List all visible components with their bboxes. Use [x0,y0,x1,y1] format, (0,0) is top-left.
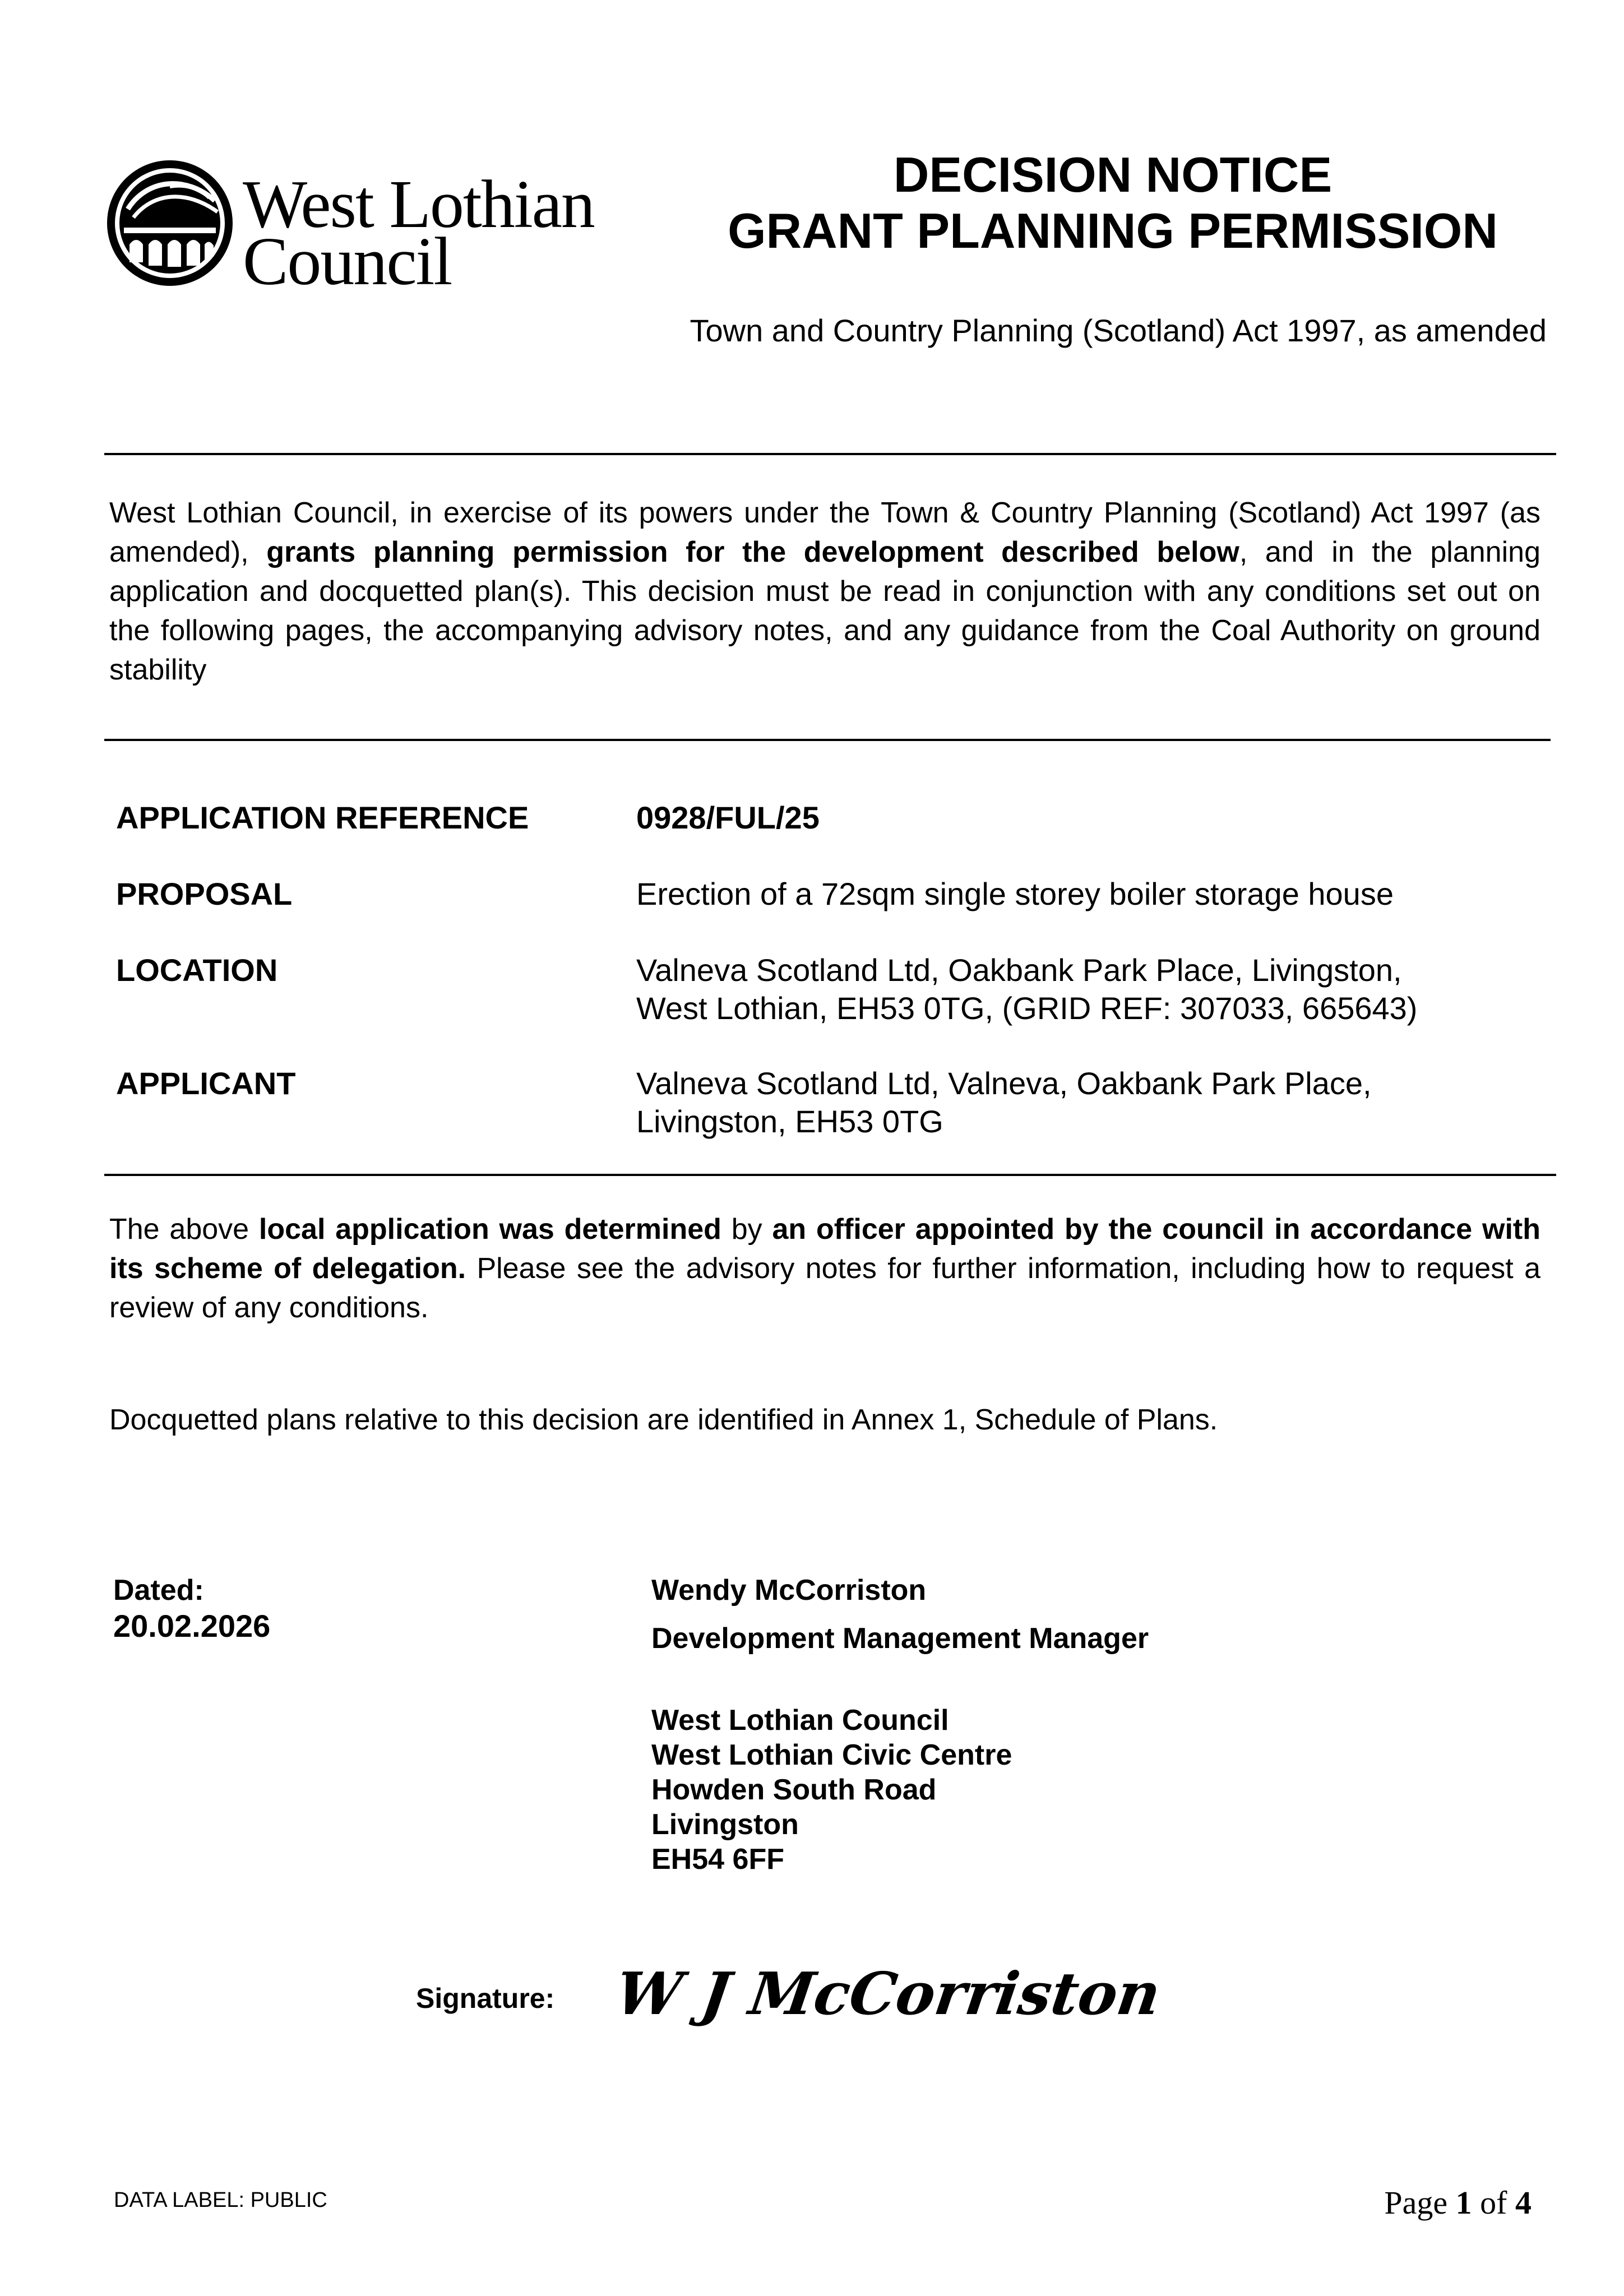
viaduct-emblem-icon [103,156,237,290]
page-of: of [1480,2184,1507,2221]
intro-paragraph [109,493,1540,689]
intro-text-1: West Lothian Council, in exercise of its powers under the Town & Country Planning (Scotland) Act 1997 (as amended), [109,497,1540,568]
decision-date: 20.02.2026 [113,1608,271,1644]
address-line-3: Howden South Road [651,1774,937,1806]
determination-paragraph [109,1210,1540,1327]
proposal-label: PROPOSAL [116,876,293,911]
applicant-label: APPLICANT [116,1066,296,1101]
applicant-line-1: Valneva Scotland Ltd, Valneva, Oakbank Park Place, [636,1066,1372,1101]
page-total: 4 [1515,2184,1532,2221]
docquetted-note: Docquetted plans relative to this decision are identified in Annex 1, Schedule of Plans. [109,1404,1218,1436]
logo-text-line1: West Lothian [243,166,594,242]
page-indicator [1384,2183,1532,2223]
applicant-line-2: Livingston, EH53 0TG [636,1104,943,1139]
act-reference: Town and Country Planning (Scotland) Act 1997, as amended [690,313,1547,348]
proposal-value: Erection of a 72sqm single storey boiler storage house [636,876,1394,911]
council-logo [103,156,607,302]
location-line-1: Valneva Scotland Ltd, Oakbank Park Place, Livingston, [636,952,1402,988]
intro-text-2: , and in the planning application and docquetted plan(s). This decision must be read in conjunction with any conditions set out on the following pages, the accompanying advisory notes, and any guidance from the Coal Authority on ground stability [109,536,1540,686]
handwritten-signature [611,1948,1165,2038]
data-label: DATA LABEL: PUBLIC [114,2188,327,2212]
determination-text-2: by [721,1213,772,1246]
signature-text: W J McCorriston [611,1959,1165,2028]
page-current: 1 [1455,2184,1472,2221]
officer-role: Development Management Manager [651,1622,1149,1655]
location-label: LOCATION [116,952,278,988]
signature-label: Signature: [416,1983,555,2014]
divider-details-bottom [104,1174,1556,1176]
determination-bold-1: local application was determined [258,1213,721,1246]
address-line-4: Livingston [651,1808,799,1841]
intro-bold-1: grants planning permission for the development described below [266,536,1239,568]
reference-label: APPLICATION REFERENCE [116,800,529,835]
determination-text-1: The above [109,1213,259,1246]
location-line-2: West Lothian, EH53 0TG, (GRID REF: 307033, 665643) [636,990,1418,1026]
divider-top [104,453,1556,455]
address-line-1: West Lothian Council [651,1704,949,1737]
divider-details-top [104,739,1551,741]
logo-text-line2: Council [243,224,452,299]
determination-bold-2: an officer appointed by the council in accordance with its scheme of delegation. [109,1213,1540,1285]
council-address [651,1703,1012,1877]
notice-title: DECISION NOTICE [893,147,1332,202]
page-word: Page [1384,2184,1448,2221]
address-line-5: EH54 6FF [651,1843,784,1876]
determination-text-3: Please see the advisory notes for further information, including how to request a review of any conditions. [109,1252,1540,1324]
officer-name: Wendy McCorriston [651,1574,927,1607]
dated-label: Dated: [113,1574,204,1607]
reference-value: 0928/FUL/25 [636,800,820,835]
address-line-2: West Lothian Civic Centre [651,1739,1012,1771]
notice-subtitle: GRANT PLANNING PERMISSION [728,203,1498,258]
